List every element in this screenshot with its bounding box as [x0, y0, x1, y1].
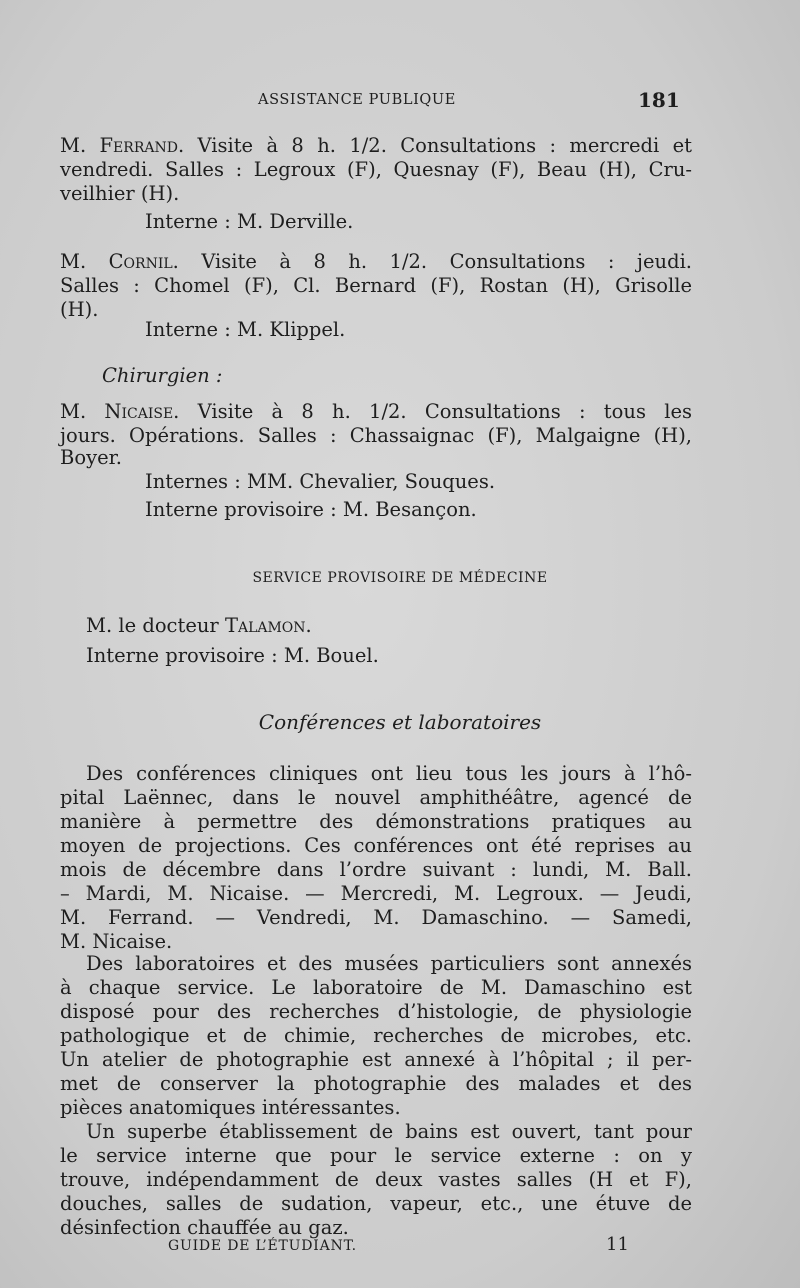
p1-line-4: moyen de projections. Ces conférences ont été reprises au	[60, 834, 692, 857]
ferrand-interne: Interne : M. Derville.	[145, 210, 354, 233]
p1-line-5: mois de décembre dans l’ordre suivant : lundi, M. Ball.	[60, 858, 692, 881]
nicaise-name: M. Nicaise.	[60, 400, 180, 423]
nicaise-line-3: Boyer.	[60, 446, 123, 469]
p3-line-5: désinfection chauffée au gaz.	[60, 1216, 349, 1239]
nicaise-line-2: jours. Opérations. Salles : Chassaignac (F), Malgaigne (H),	[60, 424, 692, 447]
p2-line-1: Des laboratoires et des musées particuliers sont annexés	[86, 952, 692, 975]
ferrand-line-1: M. Ferrand. Visite à 8 h. 1/2. Consultations : mercredi et	[60, 134, 692, 157]
talamon-line: M. le docteur Talamon.	[86, 614, 312, 637]
ferrand-name: M. Ferrand.	[60, 134, 185, 157]
nicaise-line-1: M. Nicaise. Visite à 8 h. 1/2. Consultations : tous les	[60, 400, 692, 423]
p2-line-4: pathologique et de chimie, recherches de microbes, etc.	[60, 1024, 692, 1047]
p2-line-7: pièces anatomiques intéressantes.	[60, 1096, 401, 1119]
p3-line-4: douches, salles de sudation, vapeur, etc., une étuve de	[60, 1192, 692, 1215]
cornil-line-2: Salles : Chomel (F), Cl. Bernard (F), Rostan (H), Grisolle	[60, 274, 692, 297]
p1-line-1: Des conférences cliniques ont lieu tous les jours à l’hô-	[86, 762, 692, 785]
p2-line-6: met de conserver la photographie des malades et des	[60, 1072, 692, 1095]
chirurgien-heading: Chirurgien :	[102, 364, 223, 387]
conferences-heading: Conférences et laboratoires	[258, 710, 542, 734]
ferrand-line-2: vendredi. Salles : Legroux (F), Quesnay (F), Beau (H), Cru-	[60, 158, 692, 181]
p1-line-2: pital Laënnec, dans le nouvel amphithéâtre, agencé de	[60, 786, 692, 809]
signature-mark: 11	[606, 1234, 629, 1255]
p3-line-1: Un superbe établissement de bains est ouvert, tant pour	[86, 1120, 692, 1143]
nicaise-interne-provisoire: Interne provisoire : M. Besançon.	[145, 498, 477, 521]
p3-line-3: trouve, indépendamment de deux vastes salles (H et F),	[60, 1168, 692, 1191]
p1-line-6: – Mardi, M. Nicaise. — Mercredi, M. Legroux. — Jeudi,	[60, 882, 692, 905]
ferrand-line-3: veilhier (H).	[60, 182, 180, 205]
service-provisoire-heading: SERVICE PROVISOIRE DE MÉDECINE	[252, 570, 548, 586]
cornil-interne: Interne : M. Klippel.	[145, 318, 346, 341]
talamon-name: Talamon.	[224, 614, 312, 637]
p2-line-5: Un atelier de photographie est annexé à l’hôpital ; il per-	[60, 1048, 692, 1071]
p1-line-7: M. Ferrand. — Vendredi, M. Damaschino. — Samedi,	[60, 906, 692, 929]
p2-line-3: disposé pour des recherches d’histologie, de physiologie	[60, 1000, 692, 1023]
cornil-line-1: M. Cornil. Visite à 8 h. 1/2. Consultations : jeudi.	[60, 250, 692, 273]
footer-title: GUIDE DE L’ÉTUDIANT.	[168, 1238, 357, 1254]
p3-line-2: le service interne que pour le service externe : on y	[60, 1144, 692, 1167]
p1-line-3: manière à permettre des démonstrations pratiques au	[60, 810, 692, 833]
cornil-line-3: (H).	[60, 298, 99, 321]
page-number: 181	[638, 88, 680, 112]
running-header: ASSISTANCE PUBLIQUE	[258, 92, 456, 108]
p2-line-2: à chaque service. Le laboratoire de M. Damaschino est	[60, 976, 692, 999]
cornil-name: M. Cornil.	[60, 250, 179, 273]
bouel-interne: Interne provisoire : M. Bouel.	[86, 644, 379, 667]
nicaise-internes: Internes : MM. Chevalier, Souques.	[145, 470, 496, 493]
p1-line-8: M. Nicaise.	[60, 930, 173, 953]
